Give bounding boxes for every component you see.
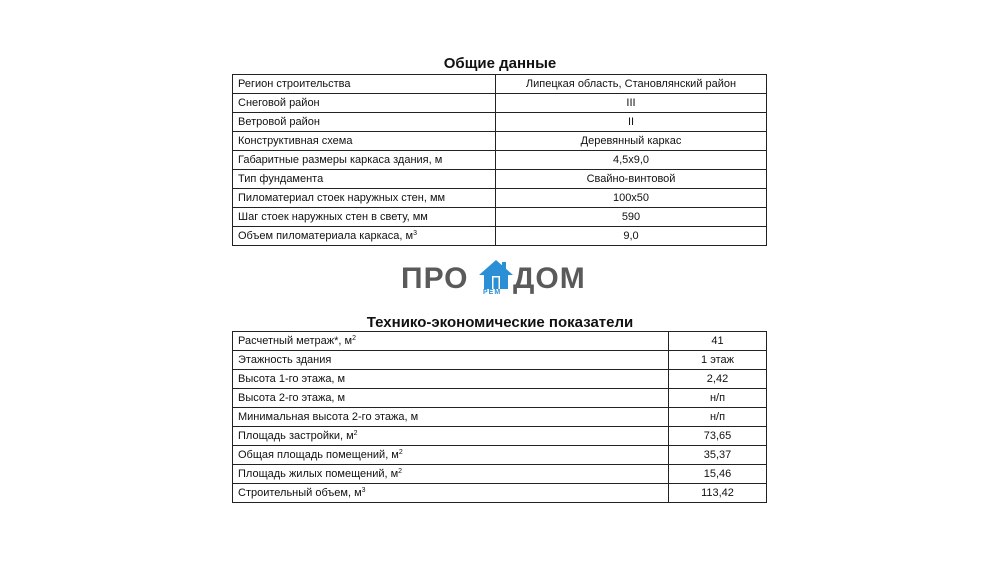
table-row xyxy=(233,94,767,113)
row-value: 113,42 xyxy=(669,484,767,503)
indicators-title: Технико-экономические показатели xyxy=(366,314,634,331)
unit-superscript: 2 xyxy=(398,449,403,456)
table-row xyxy=(233,484,767,503)
row-value: 4,5х9,0 xyxy=(496,151,767,170)
row-value: н/п xyxy=(669,408,767,427)
table-row xyxy=(233,332,767,351)
row-label: Этажность здания xyxy=(233,351,669,370)
row-label: Площадь застройки, $м^2$ xyxy=(233,427,669,446)
row-label: Общая площадь помещений, $м^2$ xyxy=(233,446,669,465)
row-label: Ветровой район xyxy=(233,113,496,132)
logo-subtext: РЕМ xyxy=(483,289,502,296)
row-value: II xyxy=(496,113,767,132)
row-label: Конструктивная схема xyxy=(233,132,496,151)
row-value: 41 xyxy=(669,332,767,351)
table-row xyxy=(233,132,767,151)
unit-superscript: 2 xyxy=(353,430,358,437)
row-label: Объем пиломатериала каркаса, $м^3$ xyxy=(233,227,496,246)
row-label: Минимальная высота 2-го этажа, м xyxy=(233,408,669,427)
row-label: Высота 2-го этажа, м xyxy=(233,389,669,408)
row-label: Шаг стоек наружных стен в свету, мм xyxy=(233,208,496,227)
logo-text-right: ДОМ xyxy=(513,262,586,295)
table-row xyxy=(233,189,767,208)
row-value: Липецкая область, Становлянский район xyxy=(496,75,767,94)
row-label: Тип фундамента xyxy=(233,170,496,189)
table-row xyxy=(233,351,767,370)
row-label: Высота 1-го этажа, м xyxy=(233,370,669,389)
unit-superscript: 3 xyxy=(361,487,366,494)
row-label: Габаритные размеры каркаса здания, м xyxy=(233,151,496,170)
logo-text-left: ПРО xyxy=(401,262,469,295)
unit-superscript: 3 xyxy=(413,230,417,237)
row-value: н/п xyxy=(669,389,767,408)
indicators-table xyxy=(232,331,767,503)
row-value: III xyxy=(496,94,767,113)
row-label: Строительный объем, $м^3$ xyxy=(233,484,669,503)
table-row xyxy=(233,370,767,389)
row-value: Деревянный каркас xyxy=(496,132,767,151)
table-row xyxy=(233,427,767,446)
row-value: 2,42 xyxy=(669,370,767,389)
row-value: 590 xyxy=(496,208,767,227)
table-row xyxy=(233,408,767,427)
row-value: 35,37 xyxy=(669,446,767,465)
row-value: 100х50 xyxy=(496,189,767,208)
table-row xyxy=(233,170,767,189)
general-data-title: Общие данные xyxy=(443,55,557,72)
general-data-table xyxy=(232,74,767,246)
row-label: Площадь жилых помещений, $м^2$ xyxy=(233,465,669,484)
table-row xyxy=(233,389,767,408)
table-row xyxy=(233,208,767,227)
table-row xyxy=(233,227,767,246)
prodom-logo xyxy=(401,259,601,301)
row-label: Снеговой район xyxy=(233,94,496,113)
table-row xyxy=(233,113,767,132)
row-value: Свайно-винтовой xyxy=(496,170,767,189)
table-row xyxy=(233,75,767,94)
row-value: 1 этаж xyxy=(669,351,767,370)
row-value: 9,0 xyxy=(496,227,767,246)
table-row xyxy=(233,446,767,465)
table-row xyxy=(233,151,767,170)
row-value: 15,46 xyxy=(669,465,767,484)
unit-superscript: 2 xyxy=(398,468,403,475)
row-value: 73,65 xyxy=(669,427,767,446)
row-label: Расчетный метраж*, $м^2$ xyxy=(233,332,669,351)
row-label: Пиломатериал стоек наружных стен, мм xyxy=(233,189,496,208)
unit-superscript: 2 xyxy=(352,335,356,342)
row-label: Регион строительства xyxy=(233,75,496,94)
table-row xyxy=(233,465,767,484)
